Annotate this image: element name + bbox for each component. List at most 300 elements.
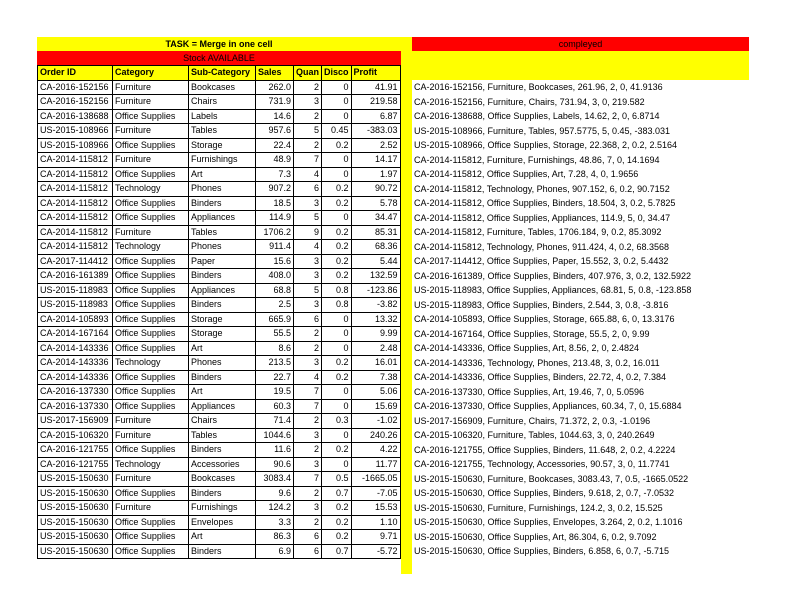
quantity-cell[interactable]: 7 bbox=[294, 153, 322, 168]
order-id-cell[interactable]: US-2015-118983 bbox=[38, 283, 113, 298]
table-row bbox=[38, 109, 401, 124]
discount-cell[interactable]: 0.2 bbox=[322, 182, 352, 197]
sub-category-cell[interactable]: Binders bbox=[189, 486, 256, 501]
merged-cell[interactable]: CA-2016-138688, Office Supplies, Labels, 14.62, 2, 0, 6.8714 bbox=[414, 111, 660, 121]
profit-cell[interactable]: -5.72 bbox=[351, 544, 400, 559]
sales-cell[interactable]: 14.6 bbox=[256, 109, 294, 124]
category-cell[interactable]: Office Supplies bbox=[113, 167, 189, 182]
col-header-quantity[interactable]: Quan bbox=[294, 66, 322, 81]
profit-cell[interactable]: -1.02 bbox=[351, 414, 400, 429]
table-row bbox=[38, 327, 401, 342]
order-id-cell[interactable]: US-2017-156909 bbox=[38, 414, 113, 429]
sub-category-cell[interactable]: Art bbox=[189, 385, 256, 400]
category-cell[interactable]: Office Supplies bbox=[113, 443, 189, 458]
profit-cell[interactable]: 41.91 bbox=[351, 80, 400, 95]
sub-category-cell[interactable]: Phones bbox=[189, 182, 256, 197]
category-cell[interactable]: Office Supplies bbox=[113, 312, 189, 327]
discount-cell[interactable]: 0 bbox=[322, 211, 352, 226]
sub-category-cell[interactable]: Binders bbox=[189, 196, 256, 211]
order-id-cell[interactable]: US-2015-108966 bbox=[38, 124, 113, 139]
category-cell[interactable]: Office Supplies bbox=[113, 298, 189, 313]
table-row bbox=[38, 356, 401, 371]
merged-cell[interactable]: CA-2014-115812, Office Supplies, Art, 7.28, 4, 0, 1.9656 bbox=[414, 169, 639, 179]
sub-category-cell[interactable]: Accessories bbox=[189, 457, 256, 472]
sales-cell[interactable]: 408.0 bbox=[256, 269, 294, 284]
quantity-cell[interactable]: 2 bbox=[294, 341, 322, 356]
sub-category-cell[interactable]: Tables bbox=[189, 428, 256, 443]
merged-cell[interactable]: CA-2015-106320, Furniture, Tables, 1044.63, 3, 0, 240.2649 bbox=[414, 430, 655, 440]
merged-cell[interactable]: CA-2017-114412, Office Supplies, Paper, 15.552, 3, 0.2, 5.4432 bbox=[414, 256, 669, 266]
order-id-cell[interactable]: CA-2016-152156 bbox=[38, 80, 113, 95]
category-cell[interactable]: Furniture bbox=[113, 80, 189, 95]
merged-cell[interactable]: CA-2016-152156, Furniture, Chairs, 731.94, 3, 0, 219.582 bbox=[414, 96, 645, 107]
profit-cell[interactable]: 1.97 bbox=[351, 167, 400, 182]
stock-available-banner: Stock AVAILABLE bbox=[37, 51, 401, 65]
quantity-cell[interactable]: 4 bbox=[294, 370, 322, 385]
quantity-cell[interactable]: 3 bbox=[294, 254, 322, 269]
merged-cell[interactable]: US-2015-108966, Office Supplies, Storage, 22.368, 2, 0.2, 2.5164 bbox=[414, 140, 678, 150]
sales-cell[interactable]: 262.0 bbox=[256, 80, 294, 95]
category-cell[interactable]: Office Supplies bbox=[113, 283, 189, 298]
col-header-discount[interactable]: Disco bbox=[322, 66, 352, 81]
quantity-cell[interactable]: 3 bbox=[294, 95, 322, 110]
order-id-cell[interactable]: CA-2014-143336 bbox=[38, 370, 113, 385]
sub-category-cell[interactable]: Appliances bbox=[189, 211, 256, 226]
sales-cell[interactable]: 71.4 bbox=[256, 414, 294, 429]
sub-category-cell[interactable]: Bookcases bbox=[189, 472, 256, 487]
discount-cell[interactable]: 0.2 bbox=[322, 196, 352, 211]
merged-cell[interactable]: CA-2016-152156, Furniture, Bookcases, 261.96, 2, 0, 41.9136 bbox=[414, 82, 663, 92]
order-id-cell[interactable]: CA-2014-115812 bbox=[38, 153, 113, 168]
profit-cell[interactable]: 85.31 bbox=[351, 225, 400, 240]
sub-category-cell[interactable]: Chairs bbox=[189, 414, 256, 429]
order-id-cell[interactable]: US-2015-150630 bbox=[38, 501, 113, 516]
profit-cell[interactable]: -1665.05 bbox=[351, 472, 400, 487]
quantity-cell[interactable]: 7 bbox=[294, 385, 322, 400]
category-cell[interactable]: Office Supplies bbox=[113, 138, 189, 153]
merged-cell[interactable]: CA-2014-115812, Office Supplies, Binders, 18.504, 3, 0.2, 5.7825 bbox=[414, 198, 676, 208]
order-id-cell[interactable]: US-2015-108966 bbox=[38, 138, 113, 153]
merged-results-list bbox=[414, 80, 749, 559]
quantity-cell[interactable]: 5 bbox=[294, 211, 322, 226]
discount-cell[interactable]: 0.8 bbox=[322, 283, 352, 298]
profit-cell[interactable]: 90.72 bbox=[351, 182, 400, 197]
profit-cell[interactable]: 240.26 bbox=[351, 428, 400, 443]
sales-cell[interactable]: 22.4 bbox=[256, 138, 294, 153]
sub-category-cell[interactable]: Chairs bbox=[189, 95, 256, 110]
merged-cell[interactable]: CA-2016-121755, Technology, Accessories, 90.57, 3, 0, 11.7741 bbox=[414, 459, 670, 469]
order-id-cell[interactable]: CA-2016-138688 bbox=[38, 109, 113, 124]
discount-cell[interactable]: 0.7 bbox=[322, 486, 352, 501]
sales-cell[interactable]: 213.5 bbox=[256, 356, 294, 371]
sub-category-cell[interactable]: Appliances bbox=[189, 399, 256, 414]
discount-cell[interactable]: 0 bbox=[322, 457, 352, 472]
quantity-cell[interactable]: 3 bbox=[294, 457, 322, 472]
quantity-cell[interactable]: 2 bbox=[294, 414, 322, 429]
category-cell[interactable]: Office Supplies bbox=[113, 544, 189, 559]
order-id-cell[interactable]: US-2015-118983 bbox=[38, 298, 113, 313]
sales-cell[interactable]: 18.5 bbox=[256, 196, 294, 211]
category-cell[interactable]: Office Supplies bbox=[113, 196, 189, 211]
category-cell[interactable]: Furniture bbox=[113, 428, 189, 443]
discount-cell[interactable]: 0 bbox=[322, 312, 352, 327]
quantity-cell[interactable]: 7 bbox=[294, 472, 322, 487]
merged-cell[interactable]: US-2015-150630, Office Supplies, Art, 86.304, 6, 0.2, 9.7092 bbox=[414, 531, 657, 542]
quantity-cell[interactable]: 3 bbox=[294, 196, 322, 211]
col-header-profit[interactable]: Profit bbox=[351, 66, 400, 81]
order-id-cell[interactable]: CA-2016-121755 bbox=[38, 457, 113, 472]
table-row bbox=[38, 240, 401, 255]
profit-cell[interactable]: 4.22 bbox=[351, 443, 400, 458]
sales-cell[interactable]: 11.6 bbox=[256, 443, 294, 458]
merged-cell[interactable]: CA-2016-137330, Office Supplies, Art, 19.46, 7, 0, 5.0596 bbox=[414, 386, 644, 397]
sales-cell[interactable]: 124.2 bbox=[256, 501, 294, 516]
quantity-cell[interactable]: 3 bbox=[294, 356, 322, 371]
profit-cell[interactable]: 16.01 bbox=[351, 356, 400, 371]
discount-cell[interactable]: 0.2 bbox=[322, 254, 352, 269]
sales-cell[interactable]: 8.6 bbox=[256, 341, 294, 356]
profit-cell[interactable]: 5.44 bbox=[351, 254, 400, 269]
category-cell[interactable]: Office Supplies bbox=[113, 515, 189, 530]
table-row bbox=[38, 544, 401, 559]
discount-cell[interactable]: 0 bbox=[322, 153, 352, 168]
completed-heading: compleyed bbox=[412, 37, 749, 51]
profit-cell[interactable]: -7.05 bbox=[351, 486, 400, 501]
merged-cell[interactable]: CA-2014-115812, Furniture, Furnishings, 48.86, 7, 0, 14.1694 bbox=[414, 154, 660, 165]
sub-category-cell[interactable]: Binders bbox=[189, 269, 256, 284]
table-row bbox=[38, 283, 401, 298]
order-id-cell[interactable]: CA-2014-115812 bbox=[38, 240, 113, 255]
profit-cell[interactable]: 9.71 bbox=[351, 530, 400, 545]
category-cell[interactable]: Office Supplies bbox=[113, 341, 189, 356]
discount-cell[interactable]: 0 bbox=[322, 109, 352, 124]
discount-cell[interactable]: 0 bbox=[322, 341, 352, 356]
sub-category-cell[interactable]: Binders bbox=[189, 443, 256, 458]
table-row bbox=[38, 254, 401, 269]
order-id-cell[interactable]: CA-2016-121755 bbox=[38, 443, 113, 458]
sub-category-cell[interactable]: Art bbox=[189, 530, 256, 545]
order-id-cell[interactable]: CA-2014-143336 bbox=[38, 356, 113, 371]
merged-cell[interactable]: CA-2016-137330, Office Supplies, Appliances, 60.34, 7, 0, 15.6884 bbox=[414, 401, 682, 411]
merged-cell[interactable]: CA-2014-115812, Furniture, Tables, 1706.184, 9, 0.2, 85.3092 bbox=[414, 227, 662, 237]
table-row bbox=[38, 80, 401, 95]
merged-cell[interactable]: CA-2016-121755, Office Supplies, Binders, 11.648, 2, 0.2, 4.2224 bbox=[414, 444, 676, 455]
discount-cell[interactable]: 0.2 bbox=[322, 443, 352, 458]
merged-cell[interactable]: CA-2014-115812, Technology, Phones, 911.424, 4, 0.2, 68.3568 bbox=[414, 241, 670, 252]
profit-cell[interactable]: 68.36 bbox=[351, 240, 400, 255]
category-cell[interactable]: Furniture bbox=[113, 95, 189, 110]
sub-category-cell[interactable]: Storage bbox=[189, 312, 256, 327]
discount-cell[interactable]: 0.2 bbox=[322, 501, 352, 516]
discount-cell[interactable]: 0.2 bbox=[322, 515, 352, 530]
quantity-cell[interactable]: 2 bbox=[294, 486, 322, 501]
table-row bbox=[38, 443, 401, 458]
table-row bbox=[38, 472, 401, 487]
sales-cell[interactable]: 2.5 bbox=[256, 298, 294, 313]
quantity-cell[interactable]: 5 bbox=[294, 283, 322, 298]
profit-cell[interactable]: 6.87 bbox=[351, 109, 400, 124]
discount-cell[interactable]: 0.8 bbox=[322, 298, 352, 313]
profit-cell[interactable]: 2.52 bbox=[351, 138, 400, 153]
discount-cell[interactable]: 0 bbox=[322, 327, 352, 342]
order-id-cell[interactable]: CA-2015-106320 bbox=[38, 428, 113, 443]
table-row bbox=[38, 428, 401, 443]
quantity-cell[interactable]: 9 bbox=[294, 225, 322, 240]
discount-cell[interactable]: 0.7 bbox=[322, 544, 352, 559]
category-cell[interactable]: Furniture bbox=[113, 225, 189, 240]
merged-cell[interactable]: CA-2014-143336, Technology, Phones, 213.48, 3, 0.2, 16.011 bbox=[414, 357, 660, 368]
sales-cell[interactable]: 19.5 bbox=[256, 385, 294, 400]
profit-cell[interactable]: 1.10 bbox=[351, 515, 400, 530]
table-row bbox=[38, 486, 401, 501]
profit-cell[interactable]: 9.99 bbox=[351, 327, 400, 342]
col-header-sub-category[interactable]: Sub-Category bbox=[189, 66, 256, 81]
category-cell[interactable]: Technology bbox=[113, 457, 189, 472]
category-cell[interactable]: Furniture bbox=[113, 124, 189, 139]
order-id-cell[interactable]: US-2015-150630 bbox=[38, 544, 113, 559]
merged-cell[interactable]: US-2017-156909, Furniture, Chairs, 71.372, 2, 0.3, -1.0196 bbox=[414, 415, 651, 426]
quantity-cell[interactable]: 2 bbox=[294, 138, 322, 153]
sales-cell[interactable]: 7.3 bbox=[256, 167, 294, 182]
sales-cell[interactable]: 86.3 bbox=[256, 530, 294, 545]
sales-cell[interactable]: 1706.2 bbox=[256, 225, 294, 240]
quantity-cell[interactable]: 4 bbox=[294, 167, 322, 182]
order-id-cell[interactable]: CA-2014-115812 bbox=[38, 211, 113, 226]
order-id-cell[interactable]: US-2015-150630 bbox=[38, 530, 113, 545]
category-cell[interactable]: Technology bbox=[113, 240, 189, 255]
order-id-cell[interactable]: CA-2014-143336 bbox=[38, 341, 113, 356]
quantity-cell[interactable]: 7 bbox=[294, 399, 322, 414]
sales-cell[interactable]: 15.6 bbox=[256, 254, 294, 269]
order-id-cell[interactable]: CA-2017-114412 bbox=[38, 254, 113, 269]
sub-category-cell[interactable]: Binders bbox=[189, 298, 256, 313]
table-row bbox=[38, 515, 401, 530]
merged-cell[interactable]: CA-2014-115812, Office Supplies, Appliances, 114.9, 5, 0, 34.47 bbox=[414, 212, 671, 223]
profit-cell[interactable]: 15.69 bbox=[351, 399, 400, 414]
sales-cell[interactable]: 22.7 bbox=[256, 370, 294, 385]
profit-cell[interactable]: -3.82 bbox=[351, 298, 400, 313]
category-cell[interactable]: Technology bbox=[113, 356, 189, 371]
merged-cell[interactable]: US-2015-108966, Furniture, Tables, 957.5775, 5, 0.45, -383.031 bbox=[414, 125, 671, 136]
discount-cell[interactable]: 0 bbox=[322, 167, 352, 182]
sub-category-cell[interactable]: Envelopes bbox=[189, 515, 256, 530]
quantity-cell[interactable]: 6 bbox=[294, 312, 322, 327]
profit-cell[interactable]: 5.78 bbox=[351, 196, 400, 211]
merged-cell[interactable]: CA-2014-105893, Office Supplies, Storage, 665.88, 6, 0, 13.3176 bbox=[414, 314, 675, 324]
sales-cell[interactable]: 60.3 bbox=[256, 399, 294, 414]
discount-cell[interactable]: 0.2 bbox=[322, 240, 352, 255]
merged-cell[interactable]: CA-2014-143336, Office Supplies, Binders, 22.72, 4, 0.2, 7.384 bbox=[414, 372, 666, 382]
table-row bbox=[38, 370, 401, 385]
table-row bbox=[38, 182, 401, 197]
sales-cell[interactable]: 665.9 bbox=[256, 312, 294, 327]
order-id-cell[interactable]: US-2015-150630 bbox=[38, 486, 113, 501]
sales-cell[interactable]: 957.6 bbox=[256, 124, 294, 139]
sub-category-cell[interactable]: Storage bbox=[189, 138, 256, 153]
discount-cell[interactable]: 0.2 bbox=[322, 530, 352, 545]
category-cell[interactable]: Furniture bbox=[113, 472, 189, 487]
discount-cell[interactable]: 0 bbox=[322, 399, 352, 414]
category-cell[interactable]: Furniture bbox=[113, 501, 189, 516]
discount-cell[interactable]: 0.3 bbox=[322, 414, 352, 429]
discount-cell[interactable]: 0.2 bbox=[322, 370, 352, 385]
sales-cell[interactable]: 6.9 bbox=[256, 544, 294, 559]
sub-category-cell[interactable]: Paper bbox=[189, 254, 256, 269]
sales-cell[interactable]: 731.9 bbox=[256, 95, 294, 110]
quantity-cell[interactable]: 2 bbox=[294, 515, 322, 530]
quantity-cell[interactable]: 2 bbox=[294, 443, 322, 458]
discount-cell[interactable]: 0.5 bbox=[322, 472, 352, 487]
quantity-cell[interactable]: 2 bbox=[294, 109, 322, 124]
discount-cell[interactable]: 0 bbox=[322, 95, 352, 110]
merged-cell[interactable]: US-2015-150630, Office Supplies, Binders, 9.618, 2, 0.7, -7.0532 bbox=[414, 488, 675, 498]
sub-category-cell[interactable]: Binders bbox=[189, 544, 256, 559]
category-cell[interactable]: Office Supplies bbox=[113, 486, 189, 501]
merged-cell[interactable]: CA-2014-167164, Office Supplies, Storage, 55.5, 2, 0, 9.99 bbox=[414, 328, 650, 339]
sales-cell[interactable]: 3.3 bbox=[256, 515, 294, 530]
col-header-category[interactable]: Category bbox=[113, 66, 189, 81]
sub-category-cell[interactable]: Binders bbox=[189, 370, 256, 385]
quantity-cell[interactable]: 3 bbox=[294, 501, 322, 516]
table-row bbox=[38, 501, 401, 516]
quantity-cell[interactable]: 3 bbox=[294, 298, 322, 313]
discount-cell[interactable]: 0.2 bbox=[322, 356, 352, 371]
sub-category-cell[interactable]: Phones bbox=[189, 240, 256, 255]
merged-cell[interactable]: CA-2016-161389, Office Supplies, Binders, 407.976, 3, 0.2, 132.5922 bbox=[414, 270, 692, 281]
category-cell[interactable]: Furniture bbox=[113, 153, 189, 168]
profit-cell[interactable]: 5.06 bbox=[351, 385, 400, 400]
category-cell[interactable]: Technology bbox=[113, 182, 189, 197]
merged-cell[interactable]: US-2015-118983, Office Supplies, Appliances, 68.81, 5, 0.8, -123.858 bbox=[414, 285, 692, 295]
sub-category-cell[interactable]: Tables bbox=[189, 124, 256, 139]
sales-cell[interactable]: 1044.6 bbox=[256, 428, 294, 443]
profit-cell[interactable]: 2.48 bbox=[351, 341, 400, 356]
order-id-cell[interactable]: CA-2016-152156 bbox=[38, 95, 113, 110]
order-id-cell[interactable]: CA-2016-137330 bbox=[38, 385, 113, 400]
discount-cell[interactable]: 0 bbox=[322, 385, 352, 400]
orders-table bbox=[37, 65, 401, 559]
quantity-cell[interactable]: 6 bbox=[294, 182, 322, 197]
merged-cell[interactable]: US-2015-150630, Furniture, Furnishings, 124.2, 3, 0.2, 15.525 bbox=[414, 502, 663, 513]
order-id-cell[interactable]: US-2015-150630 bbox=[38, 515, 113, 530]
order-id-cell[interactable]: CA-2014-115812 bbox=[38, 182, 113, 197]
discount-cell[interactable]: 0.2 bbox=[322, 138, 352, 153]
category-cell[interactable]: Office Supplies bbox=[113, 254, 189, 269]
quantity-cell[interactable]: 5 bbox=[294, 124, 322, 139]
quantity-cell[interactable]: 2 bbox=[294, 80, 322, 95]
sub-category-cell[interactable]: Furnishings bbox=[189, 501, 256, 516]
sub-category-cell[interactable]: Phones bbox=[189, 356, 256, 371]
order-id-cell[interactable]: CA-2014-115812 bbox=[38, 225, 113, 240]
quantity-cell[interactable]: 4 bbox=[294, 240, 322, 255]
category-cell[interactable]: Office Supplies bbox=[113, 530, 189, 545]
discount-cell[interactable]: 0.45 bbox=[322, 124, 352, 139]
sub-category-cell[interactable]: Furnishings bbox=[189, 153, 256, 168]
order-id-cell[interactable]: CA-2014-167164 bbox=[38, 327, 113, 342]
col-header-order-id[interactable]: Order ID bbox=[38, 66, 113, 81]
profit-cell[interactable]: -123.86 bbox=[351, 283, 400, 298]
sub-category-cell[interactable]: Appliances bbox=[189, 283, 256, 298]
order-id-cell[interactable]: CA-2014-115812 bbox=[38, 167, 113, 182]
profit-cell[interactable]: 7.38 bbox=[351, 370, 400, 385]
sales-cell[interactable]: 907.2 bbox=[256, 182, 294, 197]
sales-cell[interactable]: 55.5 bbox=[256, 327, 294, 342]
category-cell[interactable]: Furniture bbox=[113, 414, 189, 429]
sales-cell[interactable]: 3083.4 bbox=[256, 472, 294, 487]
quantity-cell[interactable]: 2 bbox=[294, 327, 322, 342]
sales-cell[interactable]: 48.9 bbox=[256, 153, 294, 168]
sub-category-cell[interactable]: Bookcases bbox=[189, 80, 256, 95]
profit-cell[interactable]: 13.32 bbox=[351, 312, 400, 327]
merged-cell[interactable]: CA-2014-115812, Technology, Phones, 907.152, 6, 0.2, 90.7152 bbox=[414, 183, 670, 194]
sales-cell[interactable]: 9.6 bbox=[256, 486, 294, 501]
quantity-cell[interactable]: 3 bbox=[294, 428, 322, 443]
sales-cell[interactable]: 911.4 bbox=[256, 240, 294, 255]
category-cell[interactable]: Office Supplies bbox=[113, 211, 189, 226]
table-row bbox=[38, 138, 401, 153]
merged-cell[interactable]: CA-2014-143336, Office Supplies, Art, 8.56, 2, 0, 2.4824 bbox=[414, 343, 639, 353]
merged-cell[interactable]: US-2015-150630, Furniture, Bookcases, 3083.43, 7, 0.5, -1665.0522 bbox=[414, 473, 689, 484]
sales-cell[interactable]: 114.9 bbox=[256, 211, 294, 226]
header-row bbox=[38, 66, 401, 81]
category-cell[interactable]: Office Supplies bbox=[113, 399, 189, 414]
sub-category-cell[interactable]: Art bbox=[189, 167, 256, 182]
sub-category-cell[interactable]: Labels bbox=[189, 109, 256, 124]
quantity-cell[interactable]: 6 bbox=[294, 544, 322, 559]
profit-cell[interactable]: 14.17 bbox=[351, 153, 400, 168]
discount-cell[interactable]: 0 bbox=[322, 428, 352, 443]
discount-cell[interactable]: 0.2 bbox=[322, 225, 352, 240]
order-id-cell[interactable]: CA-2016-137330 bbox=[38, 399, 113, 414]
col-header-sales[interactable]: Sales bbox=[256, 66, 294, 81]
profit-cell[interactable]: -383.03 bbox=[351, 124, 400, 139]
profit-cell[interactable]: 34.47 bbox=[351, 211, 400, 226]
profit-cell[interactable]: 132.59 bbox=[351, 269, 400, 284]
discount-cell[interactable]: 0.2 bbox=[322, 269, 352, 284]
table-row bbox=[38, 124, 401, 139]
merged-cell[interactable]: US-2015-150630, Office Supplies, Envelopes, 3.264, 2, 0.2, 1.1016 bbox=[414, 517, 683, 527]
category-cell[interactable]: Office Supplies bbox=[113, 327, 189, 342]
category-cell[interactable]: Office Supplies bbox=[113, 269, 189, 284]
quantity-cell[interactable]: 6 bbox=[294, 530, 322, 545]
discount-cell[interactable]: 0 bbox=[322, 80, 352, 95]
category-cell[interactable]: Office Supplies bbox=[113, 385, 189, 400]
sub-category-cell[interactable]: Art bbox=[189, 341, 256, 356]
order-id-cell[interactable]: CA-2014-115812 bbox=[38, 196, 113, 211]
table-row bbox=[38, 530, 401, 545]
sales-cell[interactable]: 68.8 bbox=[256, 283, 294, 298]
table-row bbox=[38, 312, 401, 327]
sub-category-cell[interactable]: Tables bbox=[189, 225, 256, 240]
order-id-cell[interactable]: CA-2014-105893 bbox=[38, 312, 113, 327]
quantity-cell[interactable]: 3 bbox=[294, 269, 322, 284]
category-cell[interactable]: Office Supplies bbox=[113, 109, 189, 124]
table-row bbox=[38, 211, 401, 226]
order-id-cell[interactable]: US-2015-150630 bbox=[38, 472, 113, 487]
category-cell[interactable]: Office Supplies bbox=[113, 370, 189, 385]
sales-cell[interactable]: 90.6 bbox=[256, 457, 294, 472]
profit-cell[interactable]: 11.77 bbox=[351, 457, 400, 472]
table-row bbox=[38, 298, 401, 313]
sub-category-cell[interactable]: Storage bbox=[189, 327, 256, 342]
merged-cell[interactable]: US-2015-118983, Office Supplies, Binders, 2.544, 3, 0.8, -3.816 bbox=[414, 299, 669, 310]
merged-cell[interactable]: US-2015-150630, Office Supplies, Binders, 6.858, 6, 0.7, -5.715 bbox=[414, 546, 669, 556]
order-id-cell[interactable]: CA-2016-161389 bbox=[38, 269, 113, 284]
table-row bbox=[38, 196, 401, 211]
profit-cell[interactable]: 15.53 bbox=[351, 501, 400, 516]
profit-cell[interactable]: 219.58 bbox=[351, 95, 400, 110]
table-row bbox=[38, 341, 401, 356]
